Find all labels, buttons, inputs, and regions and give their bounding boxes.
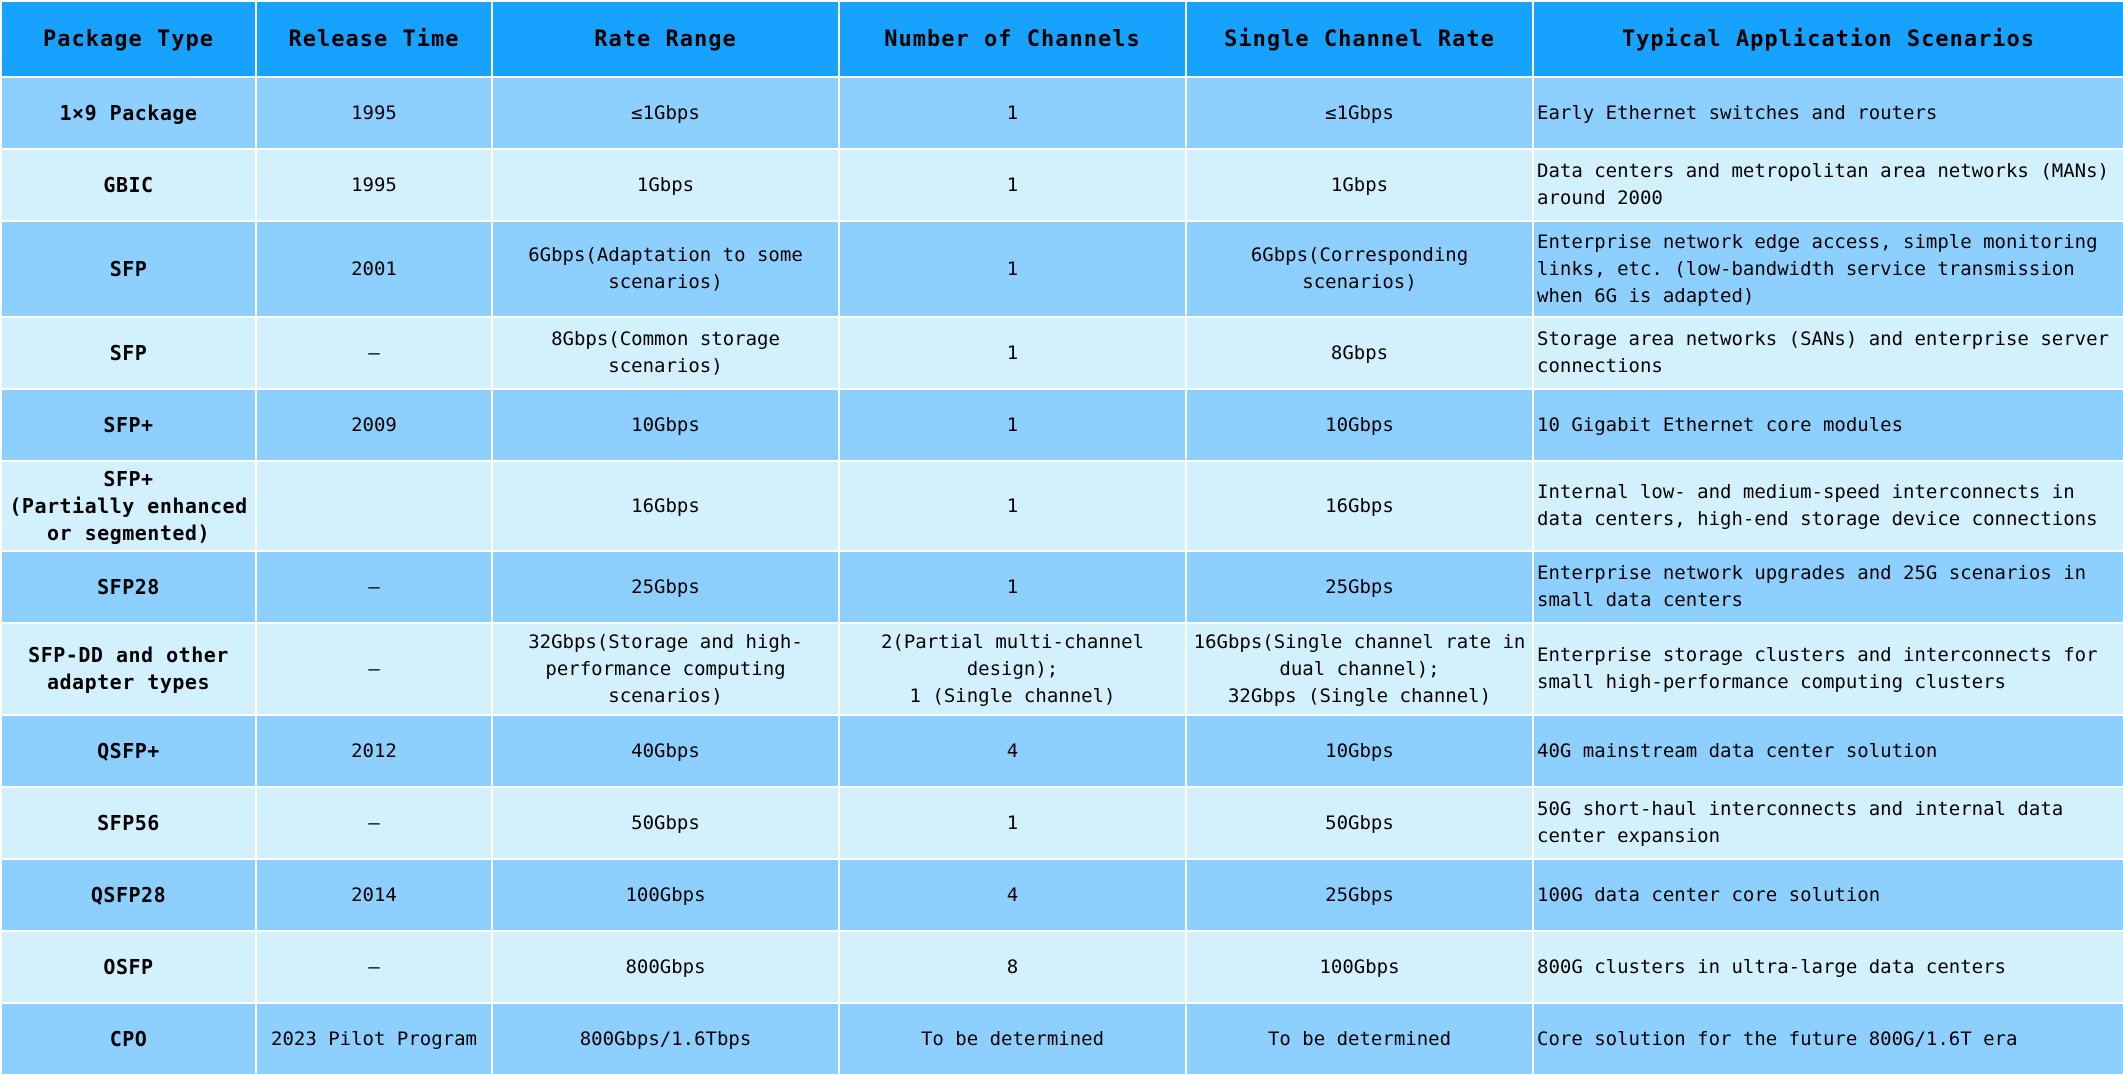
channels-cell: 1 <box>839 317 1186 389</box>
single-rate-cell: 8Gbps <box>1186 317 1533 389</box>
package-type-cell: SFP28 <box>1 551 256 623</box>
channels-cell: 1 <box>839 149 1186 221</box>
package-type-cell: OSFP <box>1 931 256 1003</box>
single-rate-cell: 10Gbps <box>1186 389 1533 461</box>
single-rate-cell: 16Gbps <box>1186 461 1533 551</box>
rate-range-cell: ≤1Gbps <box>492 77 839 149</box>
table-row <box>1 1003 2123 1075</box>
rate-range-cell: 8Gbps(Common storage scenarios) <box>492 317 839 389</box>
channels-cell: 4 <box>839 715 1186 787</box>
header-application-scenarios: Typical Application Scenarios <box>1533 1 2123 77</box>
header-row <box>1 1 2123 77</box>
release-time-cell <box>256 461 492 551</box>
table-row <box>1 221 2123 317</box>
package-type-cell: SFP <box>1 221 256 317</box>
scenario-cell: Early Ethernet switches and routers <box>1533 77 2123 149</box>
channels-cell: 1 <box>839 551 1186 623</box>
channels-cell: 1 <box>839 221 1186 317</box>
rate-range-cell: 40Gbps <box>492 715 839 787</box>
scenario-cell: Core solution for the future 800G/1.6T era <box>1533 1003 2123 1075</box>
scenario-cell: 40G mainstream data center solution <box>1533 715 2123 787</box>
single-rate-cell: 16Gbps(Single channel rate in dual channel); 32Gbps (Single channel) <box>1186 623 1533 715</box>
scenario-cell: Internal low- and medium-speed interconnects in data centers, high-end storage device connections <box>1533 461 2123 551</box>
rate-range-cell: 800Gbps <box>492 931 839 1003</box>
scenario-cell: 800G clusters in ultra-large data centers <box>1533 931 2123 1003</box>
table-row <box>1 149 2123 221</box>
channels-cell: To be determined <box>839 1003 1186 1075</box>
single-rate-cell: ≤1Gbps <box>1186 77 1533 149</box>
scenario-cell: Storage area networks (SANs) and enterprise server connections <box>1533 317 2123 389</box>
scenario-cell: Data centers and metropolitan area networks (MANs) around 2000 <box>1533 149 2123 221</box>
table-row <box>1 317 2123 389</box>
single-rate-cell: 25Gbps <box>1186 551 1533 623</box>
release-time-cell: — <box>256 317 492 389</box>
release-time-cell: — <box>256 931 492 1003</box>
rate-range-cell: 50Gbps <box>492 787 839 859</box>
package-type-cell: GBIC <box>1 149 256 221</box>
release-time-cell: 2023 Pilot Program <box>256 1003 492 1075</box>
header-single-channel-rate: Single Channel Rate <box>1186 1 1533 77</box>
single-rate-cell: To be determined <box>1186 1003 1533 1075</box>
channels-cell: 1 <box>839 461 1186 551</box>
package-type-cell: QSFP+ <box>1 715 256 787</box>
channels-cell: 1 <box>839 77 1186 149</box>
release-time-cell: 2001 <box>256 221 492 317</box>
release-time-cell: 1995 <box>256 149 492 221</box>
table-row <box>1 389 2123 461</box>
release-time-cell: 1995 <box>256 77 492 149</box>
package-type-cell: 1×9 Package <box>1 77 256 149</box>
rate-range-cell: 1Gbps <box>492 149 839 221</box>
release-time-cell: 2014 <box>256 859 492 931</box>
package-type-cell: SFP+ <box>1 389 256 461</box>
single-rate-cell: 100Gbps <box>1186 931 1533 1003</box>
release-time-cell: — <box>256 623 492 715</box>
rate-range-cell: 16Gbps <box>492 461 839 551</box>
table-row <box>1 623 2123 715</box>
header-release-time: Release Time <box>256 1 492 77</box>
single-rate-cell: 6Gbps(Corresponding scenarios) <box>1186 221 1533 317</box>
channels-cell: 2(Partial multi-channel design); 1 (Single channel) <box>839 623 1186 715</box>
channels-cell: 1 <box>839 389 1186 461</box>
table-row <box>1 77 2123 149</box>
single-rate-cell: 25Gbps <box>1186 859 1533 931</box>
table-row <box>1 715 2123 787</box>
rate-range-cell: 6Gbps(Adaptation to some scenarios) <box>492 221 839 317</box>
scenario-cell: Enterprise storage clusters and interconnects for small high-performance computing clusters <box>1533 623 2123 715</box>
table-row <box>1 551 2123 623</box>
rate-range-cell: 10Gbps <box>492 389 839 461</box>
rate-range-cell: 25Gbps <box>492 551 839 623</box>
release-time-cell: — <box>256 551 492 623</box>
header-rate-range: Rate Range <box>492 1 839 77</box>
header-number-of-channels: Number of Channels <box>839 1 1186 77</box>
channels-cell: 4 <box>839 859 1186 931</box>
package-type-cell: SFP+ (Partially enhanced or segmented) <box>1 461 256 551</box>
package-type-cell: SFP <box>1 317 256 389</box>
scenario-cell: Enterprise network upgrades and 25G scenarios in small data centers <box>1533 551 2123 623</box>
single-rate-cell: 10Gbps <box>1186 715 1533 787</box>
release-time-cell: 2012 <box>256 715 492 787</box>
release-time-cell: — <box>256 787 492 859</box>
table-row <box>1 461 2123 551</box>
rate-range-cell: 32Gbps(Storage and high-performance computing scenarios) <box>492 623 839 715</box>
scenario-cell: 100G data center core solution <box>1533 859 2123 931</box>
release-time-cell: 2009 <box>256 389 492 461</box>
table-row <box>1 787 2123 859</box>
header-package-type: Package Type <box>1 1 256 77</box>
package-type-cell: CPO <box>1 1003 256 1075</box>
table-row <box>1 931 2123 1003</box>
table-row <box>1 859 2123 931</box>
single-rate-cell: 50Gbps <box>1186 787 1533 859</box>
package-type-cell: SFP-DD and other adapter types <box>1 623 256 715</box>
channels-cell: 1 <box>839 787 1186 859</box>
rate-range-cell: 800Gbps/1.6Tbps <box>492 1003 839 1075</box>
package-type-cell: QSFP28 <box>1 859 256 931</box>
channels-cell: 8 <box>839 931 1186 1003</box>
rate-range-cell: 100Gbps <box>492 859 839 931</box>
scenario-cell: 10 Gigabit Ethernet core modules <box>1533 389 2123 461</box>
scenario-cell: 50G short-haul interconnects and internal data center expansion <box>1533 787 2123 859</box>
single-rate-cell: 1Gbps <box>1186 149 1533 221</box>
scenario-cell: Enterprise network edge access, simple monitoring links, etc. (low-bandwidth service transmission when 6G is adapted) <box>1533 221 2123 317</box>
package-type-cell: SFP56 <box>1 787 256 859</box>
